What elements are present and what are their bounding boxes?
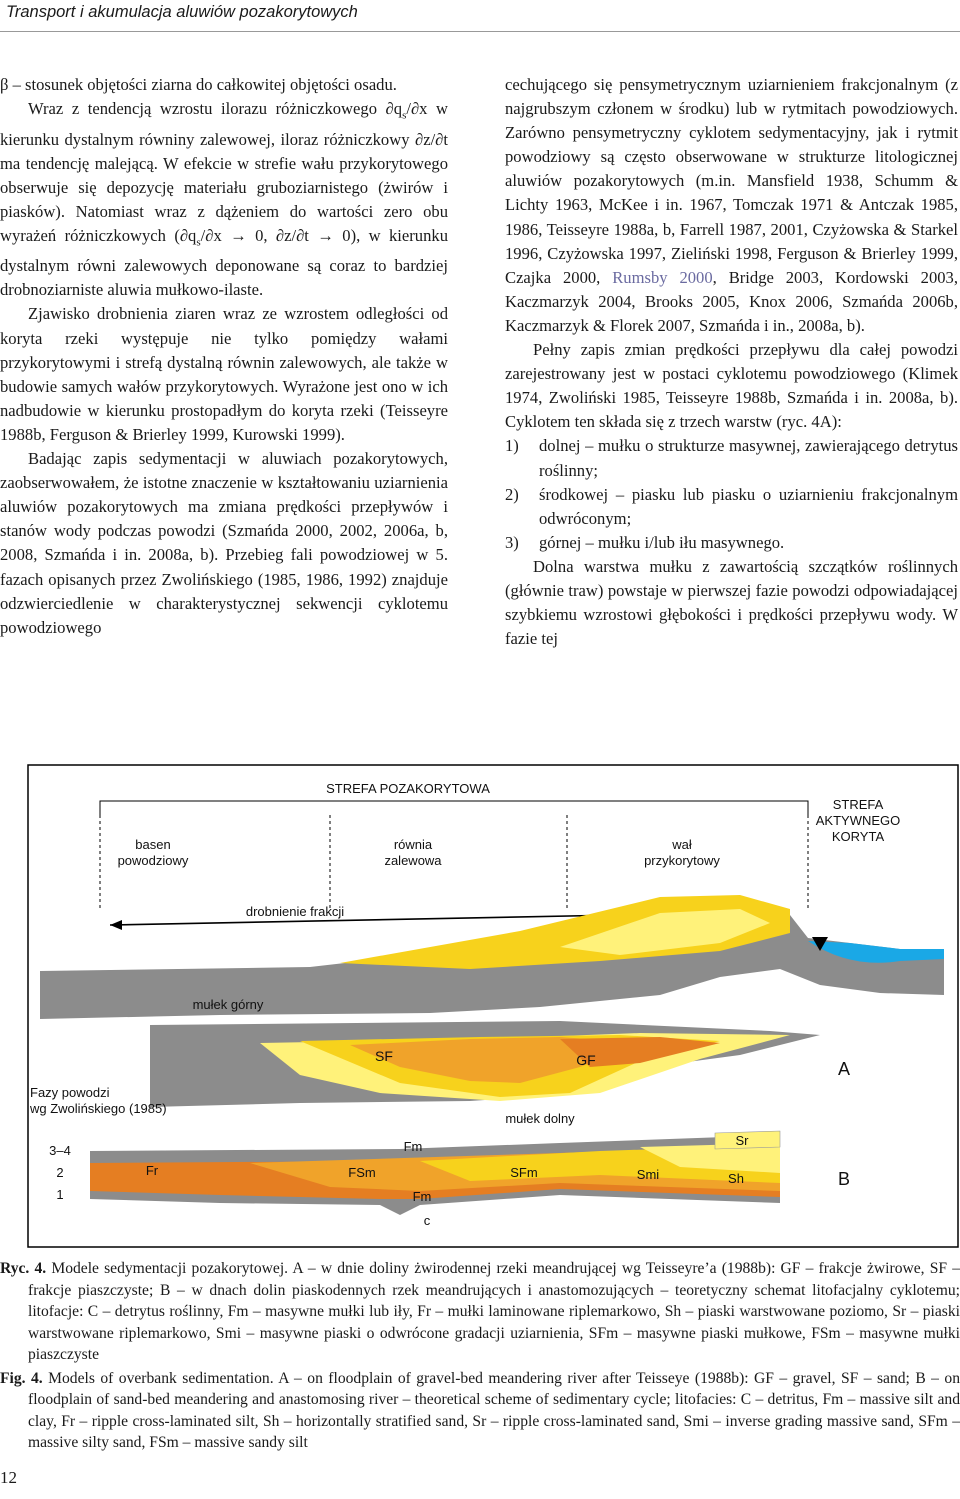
figure-caption xyxy=(0,1258,960,1456)
citation-link[interactable]: Rumsby 2000 xyxy=(612,267,713,287)
paragraph: Badając zapis sedymentacji w aluwiach pozakorytowych, zaobserwowałem, że istotne znaczenie w kształtowaniu uziarnienia aluwiów pozakorytowych ma zmiana prędkości przepływów i stanów wody podczas powodzi (Szmańda 2000, 2002, 2006a, b, 2008, Szmańda i in. 2008a, b). Przebieg fali powodziowej w 5. fazach opisanych przez Zwolińskiego (1985, 1986, 1992) znajduje odzwierciedlenie w charakterystycznej sekwencji cyklotemu powodziowego xyxy=(0,449,448,637)
sedimentation-diagram xyxy=(0,763,960,1250)
fining-arrow xyxy=(110,915,620,925)
zone-label-channel-2: AKTYWNEGO xyxy=(815,813,901,828)
running-title: Transport i akumulacja aluwiów pozakorytowych xyxy=(6,3,358,21)
caption-en: Fig. 4. Models of overbank sedimentation. A – on floodplain of gravel-bed meandering river after Teisseye (1988b): GF – gravel, SF – sand; B – on floodplain of sand-bed meandering and anastomosing river – theoretical scheme of sedimentary cycle; litofacies: C – detritus, Fm – massive silt and clay, Fr – ripple cross-laminated silt, Sh – horizontally stratified sand, Sr – ripple cross-laminated sand, Smi – inverse grading massive sand, SFm – massive silty sand, FSm – massive sandy silt xyxy=(0,1369,960,1451)
zone-label-channel-3: KORYTA xyxy=(831,829,885,844)
page-number: 12 xyxy=(0,1468,17,1487)
rownia-label-1: równia xyxy=(393,837,433,852)
running-header xyxy=(0,0,960,32)
detritus-label: c xyxy=(423,1213,431,1228)
paragraph: Wraz z tendencją wzrostu ilorazu różniczkowego $\partial q_s/\partial x$ w kierunku dystalnym równiny zalewowej, iloraz różniczkowy ∂z/∂t ma tendencję malejącą. W efekcie w strefie wału przykorytowego obserwuje się depozycję materiału gruboziarnistego (żwirów i piasków). Natomiast wraz z dążeniem do wartości zero obu wyrażeń różniczkowych ($\partial q_s/\partial x \to 0$, ∂z/∂t → 0), w kierunku dystalnym równi zalewowych deponowane są coraz to bardziej drobnoziarniste aluwia mułkowo-ilaste. xyxy=(0,99,448,300)
fining-arrowhead xyxy=(110,920,122,930)
phase-1: 1 xyxy=(56,1187,64,1202)
sfm-label: SFm xyxy=(510,1165,538,1180)
wal-label-1: wał xyxy=(672,837,692,852)
rownia-label-2: zalewowa xyxy=(384,853,442,868)
paragraph: Dolna warstwa mułku z zawartością szczątków roślinnych (głównie traw) powstaje w pierwszej fazie powodzi odpowiadającej szybkiemu wzrostowi głębokości i prędkości przepływu wody. W fazie tej xyxy=(505,556,958,649)
paragraph: Pełny zapis zmian prędkości przepływu dla całej powodzi zarejestrowany jest w postaci cyklotemu powodziowego (Klimek 1974, Zwoliński 1985, Teisseyre 1988b, Szmańda i in. 2008a, b). Cyklotem ten składa się z trzech warstw (ryc. 4A): xyxy=(505,340,958,432)
fining-label: drobnienie frakcji xyxy=(245,904,345,919)
zone-bracket xyxy=(100,801,808,815)
zone-label-channel-1: STREFA xyxy=(832,797,884,812)
phase-3-4: 3–4 xyxy=(49,1143,71,1158)
fm-top-label: Fm xyxy=(403,1139,423,1154)
right-column xyxy=(505,73,958,651)
sf-label: SF xyxy=(375,1048,393,1064)
wal-label-2: przykorytowy xyxy=(644,853,720,868)
list-item: 1) dolnej – mułku o strukturze masywnej, zawierającego detrytus roślinny; xyxy=(505,436,958,480)
phases-label-1: Fazy powodzi xyxy=(30,1085,110,1100)
sh-label: Sh xyxy=(728,1171,744,1186)
panel-b-label: B xyxy=(837,1169,851,1189)
phase-2: 2 xyxy=(56,1165,64,1180)
fr-label: Fr xyxy=(145,1163,159,1178)
list-item: 3) górnej – mułku i/lub iłu masywnego. xyxy=(505,532,785,552)
basen-label-2: powodziowy xyxy=(117,853,189,868)
upper-silt-label: mułek górny xyxy=(192,997,264,1012)
panel-a-label: A xyxy=(837,1059,851,1079)
zone-label-floodplain: STREFA POZAKORYTOWA xyxy=(326,781,490,796)
paragraph: β – stosunek objętości ziarna do całkowitej objętości osadu. xyxy=(0,75,397,94)
caption-pl: Ryc. 4. Modele sedymentacji pozakorytowej. A – w dnie doliny żwirodennej rzeki meandrującej wg Teisseyre’a (1988b): GF – frakcje żwirowe, SF – frakcje piaszczyste; B – w dnach dolin piaskodennych rzek meandrujących i anastomozujących – teoretyczny schemat litofacjalny cyklotemu; litofacje: C – detrytus roślinny, Fm – masywne mułki lub iły, Fr – mułki laminowane riplemarkowo, Sh – piaski warstwowane poziomo, Sr – piaski warstwowane riplemarkowo, Smi – masywne piaski o odwrócone gradacji uziarnienia, SFm – masywne piaski mułkowe, FSm – masywne mułki piaszczyste xyxy=(0,1260,960,1363)
figure-4 xyxy=(0,763,960,1250)
fm-bottom-label: Fm xyxy=(412,1189,432,1204)
lower-silt-label: mułek dolny xyxy=(505,1111,575,1126)
left-column xyxy=(0,73,448,640)
gf-label: GF xyxy=(576,1052,596,1068)
fsm-label: FSm xyxy=(348,1165,376,1180)
smi-label: Smi xyxy=(636,1167,660,1182)
phases-label-2: wg Zwolińskiego (1985) xyxy=(30,1101,167,1116)
paragraph: Zjawisko drobnienia ziaren wraz ze wzrostem odległości od koryta rzeki występuje nie tylko pomiędzy wałami przykorytowymi i strefą dystalną równin zalewowych, ale także w budowie samych wałów przykorytowych. Wyrażone jest ono w ich nadbudowie w kierunku prostopadłym do koryta rzeki (Teisseyre 1988b, Ferguson & Brierley 1999, Kurowski 1999). xyxy=(0,304,448,444)
list-item: 2) środkowej – piasku lub piasku o uziarnieniu frakcjonalnym odwróconym; xyxy=(505,484,958,528)
paragraph: cechującego się pensymetrycznym uziarnieniem frakcjonalnym (z najgrubszym członem w środku) lub w rytmitach powodziowych. Zarówno pensymetryczny cyklotem sedymentacyjny, jak i rytmit powodziowy są często obserwowane w strukturze litologicznej aluwiów pozakorytowych (m.in. Mansfield 1938, Schumm & Lichty 1963, McKee i in. 1967, Tomczak 1971 & Antczak 1985, 1986, Teisseyre 1988a, b, Farrell 1987, 2001, Czyżowska & Starkel 1996, Czyżowska 1997, Zieliński 1998, Ferguson & Brierley 1999, Czajka 2000, Rumsby 2000, Bridge 2003, Kordowski 2003, Kaczmarzyk 2004, Brooks 2005, Knox 2006, Szmańda 2006b, Kaczmarzyk & Florek 2007, Szmańda i in., 2008a, b). xyxy=(505,75,958,335)
basen-label-1: basen xyxy=(135,837,171,852)
sr-label: Sr xyxy=(735,1133,749,1148)
